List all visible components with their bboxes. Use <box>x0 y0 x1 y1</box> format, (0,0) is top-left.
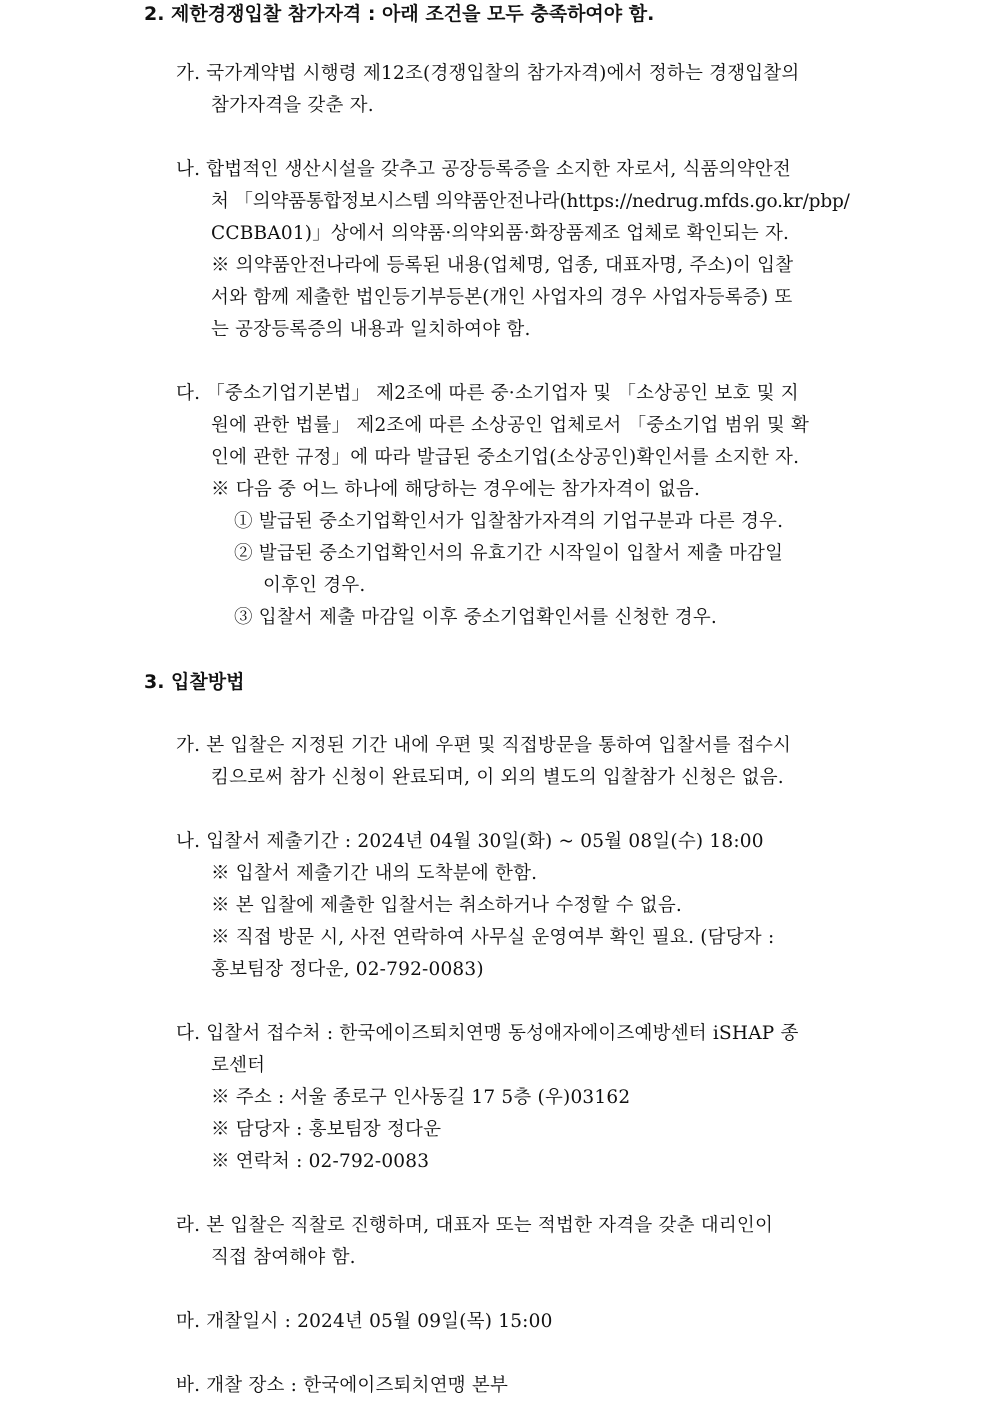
section-2-item-da-sub-3: ③ 입찰서 제출 마감일 이후 중소기업확인서를 신청한 경우. <box>234 607 717 628</box>
section-3-item-na-note-3: ※ 직접 방문 시, 사전 연락하여 사무실 운영여부 확인 필요. (담당자 : <box>211 927 775 948</box>
section-2-item-na-note-line-2: 서와 함께 제출한 법인등기부등본(개인 사업자의 경우 사업자등록증) 또 <box>211 287 793 308</box>
section-2-item-na-line-2: 처 「의약품통합정보시스템 의약품안전나라(https://nedrug.mfds.go.kr/pbp/ <box>211 191 850 212</box>
section-3-item-na-note-1: ※ 입찰서 제출기간 내의 도착분에 한함. <box>211 863 538 884</box>
section-2-item-ga-line-1: 가. 국가계약법 시행령 제12조(경쟁입찰의 참가자격)에서 정하는 경쟁입찰의 <box>176 63 800 84</box>
section-2-item-na-line-3: CCBBA01)」상에서 의약품·의약외품·화장품제조 업체로 확인되는 자. <box>211 223 790 244</box>
section-3-item-da-contact-person: ※ 담당자 : 홍보팀장 정다운 <box>211 1119 442 1140</box>
section-3-item-na-note-2: ※ 본 입찰에 제출한 입찰서는 취소하거나 수정할 수 없음. <box>211 895 682 916</box>
section-2-item-da-line-3: 인에 관한 규정」에 따라 발급된 중소기업(소상공인)확인서를 소지한 자. <box>211 447 800 468</box>
section-2-item-da-sub-2-cont: 이후인 경우. <box>263 575 366 596</box>
section-3-item-da-address: ※ 주소 : 서울 종로구 인사동길 17 5층 (우)03162 <box>211 1087 631 1108</box>
section-2-item-da-line-1: 다. 「중소기업기본법」 제2조에 따른 중·소기업자 및 「소상공인 보호 및 지 <box>176 383 799 404</box>
section-2-item-na-line-1: 나. 합법적인 생산시설을 갖추고 공장등록증을 소지한 자로서, 식품의약안전 <box>176 159 791 180</box>
section-3-item-da-line-1: 다. 입찰서 접수처 : 한국에이즈퇴치연맹 동성애자에이즈예방센터 iSHAP 종 <box>176 1023 799 1044</box>
section-3-item-na-line-1: 나. 입찰서 제출기간 : 2024년 04월 30일(화) ~ 05월 08일(수) 18:00 <box>176 831 764 852</box>
section-3-item-ga-line-1: 가. 본 입찰은 지정된 기간 내에 우편 및 직접방문을 통하여 입찰서를 접수시 <box>176 735 792 756</box>
section-2-item-ga-line-2: 참가자격을 갖춘 자. <box>211 95 374 116</box>
section-2-item-da-sub-2: ② 발급된 중소기업확인서의 유효기간 시작일이 입찰서 제출 마감일 <box>234 543 784 564</box>
section-2-item-da-line-2: 원에 관한 법률」 제2조에 따른 소상공인 업체로서 「중소기업 범위 및 확 <box>211 415 810 436</box>
section-3-item-ra-line-1: 라. 본 입찰은 직찰로 진행하며, 대표자 또는 적법한 자격을 갖춘 대리인이 <box>176 1215 774 1236</box>
section-3-item-da-phone: ※ 연락처 : 02-792-0083 <box>211 1151 430 1172</box>
section-3-item-da-line-2: 로센터 <box>211 1055 266 1076</box>
section-3-item-ga-line-2: 킴으로써 참가 신청이 완료되며, 이 외의 별도의 입찰참가 신청은 없음. <box>211 767 784 788</box>
section-2-item-da-note: ※ 다음 중 어느 하나에 해당하는 경우에는 참가자격이 없음. <box>211 479 701 500</box>
section-3-item-ma: 마. 개찰일시 : 2024년 05월 09일(목) 15:00 <box>176 1311 553 1332</box>
section-2-heading: 2. 제한경쟁입찰 참가자격 : 아래 조건을 모두 충족하여야 함. <box>144 3 655 25</box>
section-3-heading: 3. 입찰방법 <box>144 671 245 693</box>
section-2-item-da-sub-1: ① 발급된 중소기업확인서가 입찰참가자격의 기업구분과 다른 경우. <box>234 511 784 532</box>
section-3-item-na-note-3-cont: 홍보팀장 정다운, 02-792-0083) <box>211 959 484 980</box>
section-2-item-na-note-line-3: 는 공장등록증의 내용과 일치하여야 함. <box>211 319 531 340</box>
section-3-item-ba: 바. 개찰 장소 : 한국에이즈퇴치연맹 본부 <box>176 1375 509 1396</box>
section-2-item-na-note-line-1: ※ 의약품안전나라에 등록된 내용(업체명, 업종, 대표자명, 주소)이 입찰 <box>211 255 794 276</box>
section-3-item-ra-line-2: 직접 참여해야 함. <box>211 1247 356 1268</box>
